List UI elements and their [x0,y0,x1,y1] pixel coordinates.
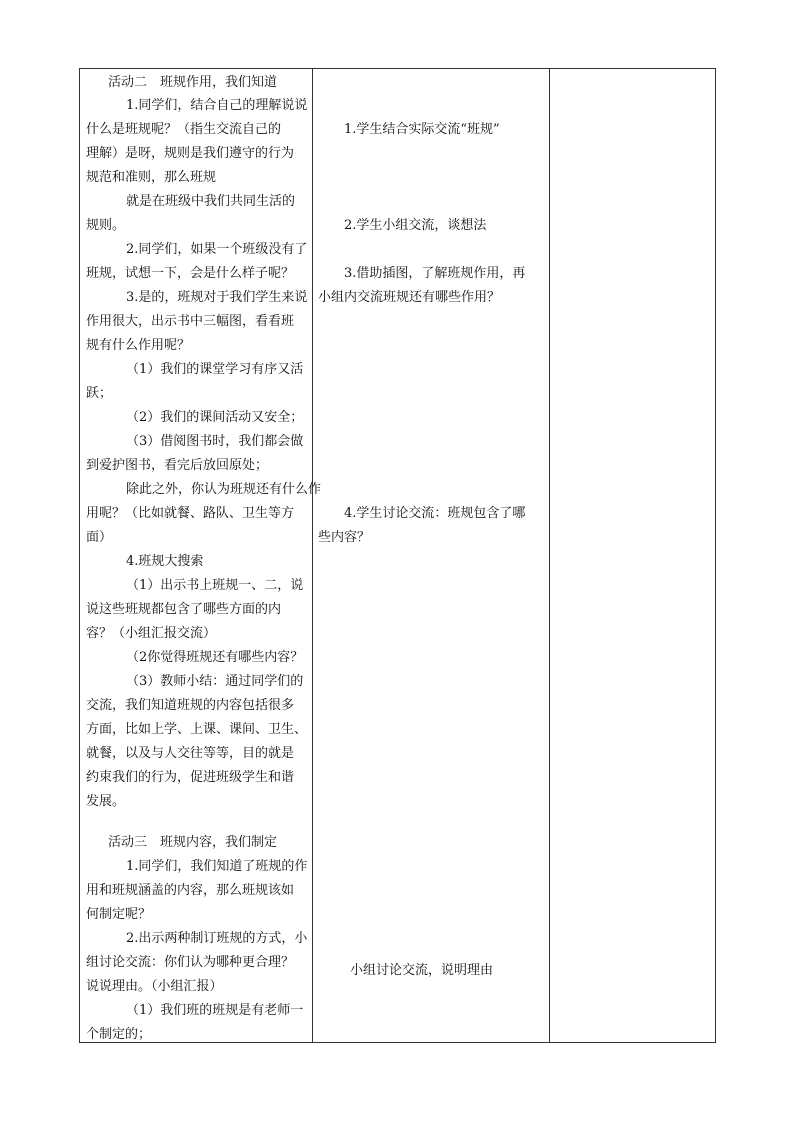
text-line: 约束我们的行为，促进班级学生和谐 [86,770,295,785]
text-line: （2）我们的课间活动又安全； [126,410,304,425]
text-line: 何制定呢？ [86,907,152,922]
text-line: 2.学生小组交流，谈想法 [344,218,487,233]
text-line: 1.同学们，结合自己的理解说说 [126,98,308,113]
text-line: 交流，我们知道班规的内容包括很多 [86,698,295,713]
text-line: （1）出示书上班规一、二，说 [126,578,304,593]
text-line: 用和班规涵盖的内容，那么班规该如 [86,883,295,898]
text-line: 规有什么作用呢？ [86,338,191,353]
text-line: 面） [86,530,113,545]
teacher-activity-column [80,69,322,1042]
text-line: 就是在班级中我们共同生活的 [126,194,296,209]
text-line: 作用很大，出示书中三幅图，看看班 [86,314,295,329]
text-line: 到爱护图书，看完后放回原处； [86,458,269,473]
text-line: 小组内交流班规还有哪些作用？ [318,290,501,305]
activity-three-heading: 活动三 班规内容，我们制定 [108,835,278,850]
text-line: 方面，比如上学、上课、课间、卫生、 [86,722,308,737]
text-line: （3）借阅图书时，我们都会做 [126,434,304,449]
text-line: 容？（小组汇报交流） [86,626,217,641]
lesson-table [79,68,716,1043]
text-line: 4.班规大搜索 [126,554,204,569]
notes-column [549,69,715,1042]
text-line: 用呢？（比如就餐、路队、卫生等方 [86,506,295,521]
activity-two-heading: 活动二 班规作用，我们知道 [108,75,278,90]
student-activity-column [312,69,550,1042]
text-line: （2你觉得班规还有哪些内容？ [126,650,304,665]
text-line: 理解）是呀，规则是我们遵守的行为 [86,146,295,161]
text-line: （3）教师小结：通过同学们的 [126,674,304,689]
text-line: 1.同学们，我们知道了班规的作 [126,859,308,874]
text-line: 2.出示两种制订班规的方式，小 [126,931,308,946]
text-line: 就餐，以及与人交往等等，目的就是 [86,746,295,761]
text-line: 跃； [86,386,113,401]
text-line: 班规，试想一下，会是什么样子呢？ [86,266,295,281]
text-line: 4.学生讨论交流：班规包含了哪 [344,506,526,521]
text-line: 说这些班规都包含了哪些方面的内 [86,602,282,617]
text-line: 些内容？ [318,530,371,545]
text-line: 发展。 [86,794,126,809]
text-line: 3.借助插图，了解班规作用，再 [344,266,526,281]
text-line: 2.同学们，如果一个班级没有了 [126,242,308,257]
text-line: 除此之外，你认为班规还有什么作 [126,482,322,497]
text-line: 小组讨论交流，说明理由 [350,963,494,978]
text-line: 1.学生结合实际交流“班规” [344,122,500,137]
text-line: （1）我们班的班规是有老师一 [126,1003,304,1018]
text-line: 个制定的； [86,1027,152,1042]
text-line: 说说理由。（小组汇报） [86,979,223,994]
text-line: 组讨论交流：你们认为哪种更合理？ [86,955,295,970]
text-line: 规范和准则，那么班规 [86,170,217,185]
text-line: 什么是班规呢？（指生交流自己的 [86,122,282,137]
text-line: （1）我们的课堂学习有序又活 [126,362,304,377]
text-line: 规则。 [86,218,126,233]
text-line: 3.是的，班规对于我们学生来说 [126,290,308,305]
